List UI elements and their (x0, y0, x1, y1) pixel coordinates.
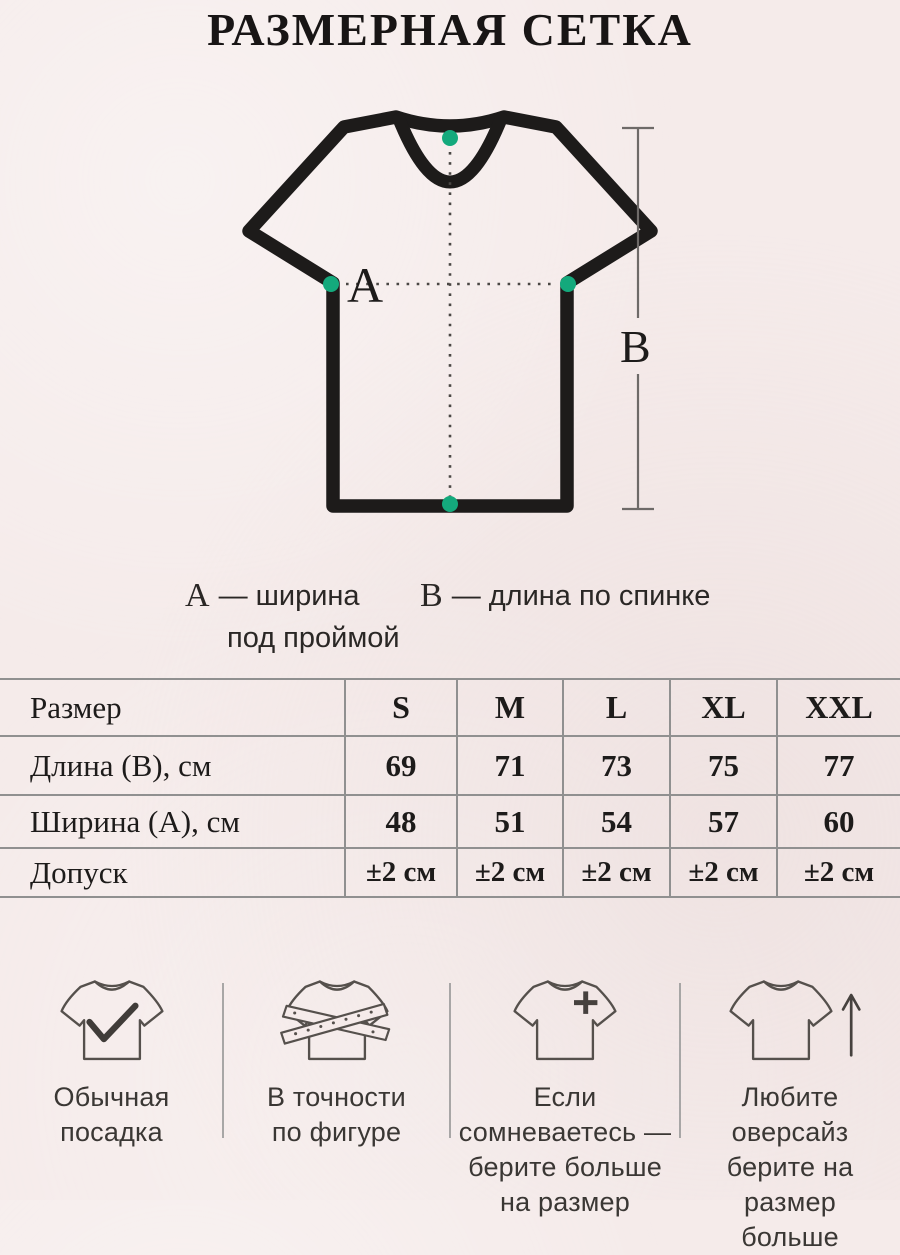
tshirt-tape-icon (261, 968, 413, 1076)
width-xl: 57 (670, 795, 777, 848)
hem-point-dot (442, 496, 458, 512)
legend-width-a (185, 577, 400, 655)
legend-length-b (420, 577, 710, 615)
up-arrow (843, 995, 859, 1055)
tshirt-check-icon (36, 968, 188, 1076)
tip-caption-line: Если сомневаетесь — (458, 1082, 672, 1147)
right-armpit-point-dot (560, 276, 576, 292)
length-s: 69 (345, 736, 457, 795)
width-m: 51 (457, 795, 563, 848)
length-l: 73 (563, 736, 670, 795)
tip-caption-line: берите на размер (726, 1152, 854, 1217)
length-xl: 75 (670, 736, 777, 795)
table-row-width (0, 795, 900, 848)
width-l: 54 (563, 795, 670, 848)
size-xl-header: XL (670, 679, 777, 736)
tip-regular-fit (0, 962, 223, 1255)
tip-caption-line: берите больше (468, 1152, 662, 1182)
table-row-tolerance (0, 848, 900, 897)
legend-a-line1 (185, 577, 400, 615)
tip-caption-line: посадка (60, 1117, 163, 1147)
tolerance-xl: ±2 см (670, 848, 777, 897)
row-label-tolerance: Допуск (30, 854, 128, 890)
tip-caption-line: Обычная (53, 1082, 170, 1112)
size-column-header: Размер (30, 689, 122, 725)
tolerance-m: ±2 см (457, 848, 563, 897)
tips-divider (222, 983, 224, 1138)
tip-caption-line: на размер (500, 1187, 630, 1217)
tip-caption-line: больше (741, 1222, 839, 1252)
legend-a-text: — ширина (218, 580, 360, 612)
tshirt-arrow-icon (714, 968, 866, 1076)
legend-b-line1 (420, 577, 710, 615)
width-xxl: 60 (777, 795, 900, 848)
length-b-ruler (622, 128, 654, 509)
tshirt-plus-icon (489, 968, 641, 1076)
size-table (0, 678, 900, 898)
width-s: 48 (345, 795, 457, 848)
size-l-header: L (563, 679, 670, 736)
tip-caption (680, 1080, 900, 1255)
length-xxl: 77 (777, 736, 900, 795)
tolerance-l: ±2 см (563, 848, 670, 897)
tip-caption-line: Любите оверсайз (731, 1082, 849, 1147)
size-s-header: S (345, 679, 457, 736)
tip-size-up-if-unsure (450, 962, 680, 1255)
size-table-header-row (0, 679, 900, 736)
tip-caption-line: В точности (267, 1082, 406, 1112)
row-label-length: Длина (В), см (30, 747, 212, 783)
width-a-label: А (347, 257, 384, 313)
neck-point-dot (442, 130, 458, 146)
size-xxl-header: XXL (777, 679, 900, 736)
legend-a-letter: А (185, 577, 210, 614)
tolerance-s: ±2 см (345, 848, 457, 897)
tips-divider (679, 983, 681, 1138)
tip-caption (0, 1080, 223, 1150)
table-row-length (0, 736, 900, 795)
tshirt-outline (249, 117, 651, 506)
size-m-header: M (457, 679, 563, 736)
page-title: РАЗМЕРНАЯ СЕТКА (207, 4, 693, 55)
legend-b-letter: В (420, 577, 443, 614)
legend-a-line2: под проймой (227, 622, 400, 654)
tip-caption (450, 1080, 680, 1220)
tip-caption (223, 1080, 450, 1150)
tolerance-xxl: ±2 см (777, 848, 900, 897)
tip-caption-line: по фигуре (271, 1117, 402, 1147)
length-m: 71 (457, 736, 563, 795)
tip-oversize (680, 962, 900, 1255)
legend-b-text: — длина по спинке (451, 580, 711, 612)
tip-exact-fit (223, 962, 450, 1255)
tips-divider (449, 983, 451, 1138)
length-b-label: В (620, 321, 651, 372)
row-label-width: Ширина (А), см (30, 803, 240, 839)
left-armpit-point-dot (323, 276, 339, 292)
plus-sign (574, 991, 597, 1014)
